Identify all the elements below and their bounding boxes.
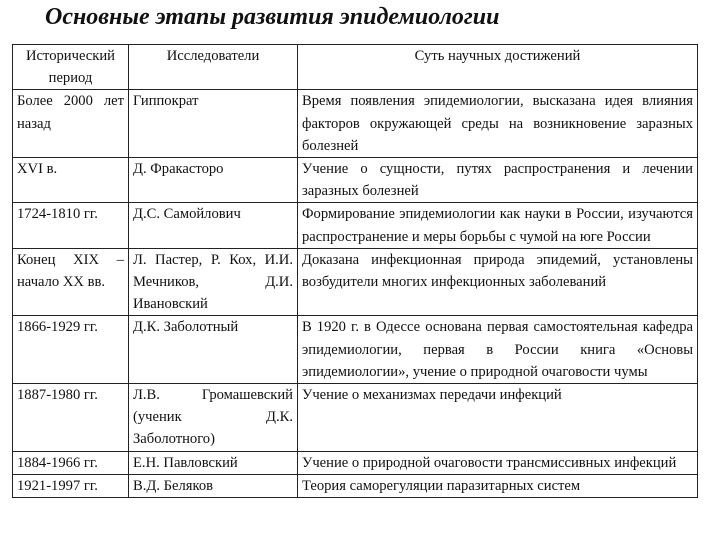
table-row xyxy=(13,248,698,316)
cell-period: Более 2000 лет назад xyxy=(13,90,129,158)
cell-researchers: Д. Фракасторо xyxy=(129,158,298,203)
page-title: Основные этапы развития эпидемиологии xyxy=(45,4,500,30)
epidemiology-stages-table xyxy=(12,44,698,498)
cell-achievement: Доказана инфекционная природа эпидемий, установлены возбудители многих инфекционных заболеваний xyxy=(298,248,698,316)
cell-period: 1866-1929 гг. xyxy=(13,316,129,384)
table-header-row xyxy=(13,45,698,90)
cell-achievement: Теория саморегуляции паразитарных систем xyxy=(298,474,698,497)
table-row xyxy=(13,384,698,452)
cell-achievement: Учение о природной очаговости трансмиссивных инфекций xyxy=(298,451,698,474)
table-row xyxy=(13,316,698,384)
column-header-achievements: Суть научных достижений xyxy=(298,45,698,90)
cell-period: 1887-1980 гг. xyxy=(13,384,129,452)
cell-researchers: Л.В. Громашевский (ученик Д.К. Заболотного) xyxy=(129,384,298,452)
cell-period: Конец XIX – начало XX вв. xyxy=(13,248,129,316)
table-row xyxy=(13,451,698,474)
cell-researchers: Д.С. Самойлович xyxy=(129,203,298,248)
column-header-researchers: Исследователи xyxy=(129,45,298,90)
cell-achievement: Учение о сущности, путях распространения и лечении заразных болезней xyxy=(298,158,698,203)
cell-researchers: Е.Н. Павловский xyxy=(129,451,298,474)
cell-researchers: Л. Пастер, Р. Кох, И.И. Мечников, Д.И. Ивановский xyxy=(129,248,298,316)
cell-period: 1724-1810 гг. xyxy=(13,203,129,248)
cell-period: 1884-1966 гг. xyxy=(13,451,129,474)
cell-achievement: Учение о механизмах передачи инфекций xyxy=(298,384,698,452)
cell-period: 1921-1997 гг. xyxy=(13,474,129,497)
table-row xyxy=(13,203,698,248)
cell-researchers: Гиппократ xyxy=(129,90,298,158)
cell-achievement: Формирование эпидемиологии как науки в России, изучаются распространение и меры борьбы с чумой на юге России xyxy=(298,203,698,248)
cell-period: XVI в. xyxy=(13,158,129,203)
cell-achievement: В 1920 г. в Одессе основана первая самостоятельная кафедра эпидемиологии, первая в России книга «Основы эпидемиологии», учение о природной очаговости чумы xyxy=(298,316,698,384)
cell-researchers: Д.К. Заболотный xyxy=(129,316,298,384)
table-row xyxy=(13,90,698,158)
table-row xyxy=(13,158,698,203)
cell-achievement: Время появления эпидемиологии, высказана идея влияния факторов окружающей среды на возникновение заразных болезней xyxy=(298,90,698,158)
column-header-period: Исторический период xyxy=(13,45,129,90)
table-row xyxy=(13,474,698,497)
cell-researchers: В.Д. Беляков xyxy=(129,474,298,497)
